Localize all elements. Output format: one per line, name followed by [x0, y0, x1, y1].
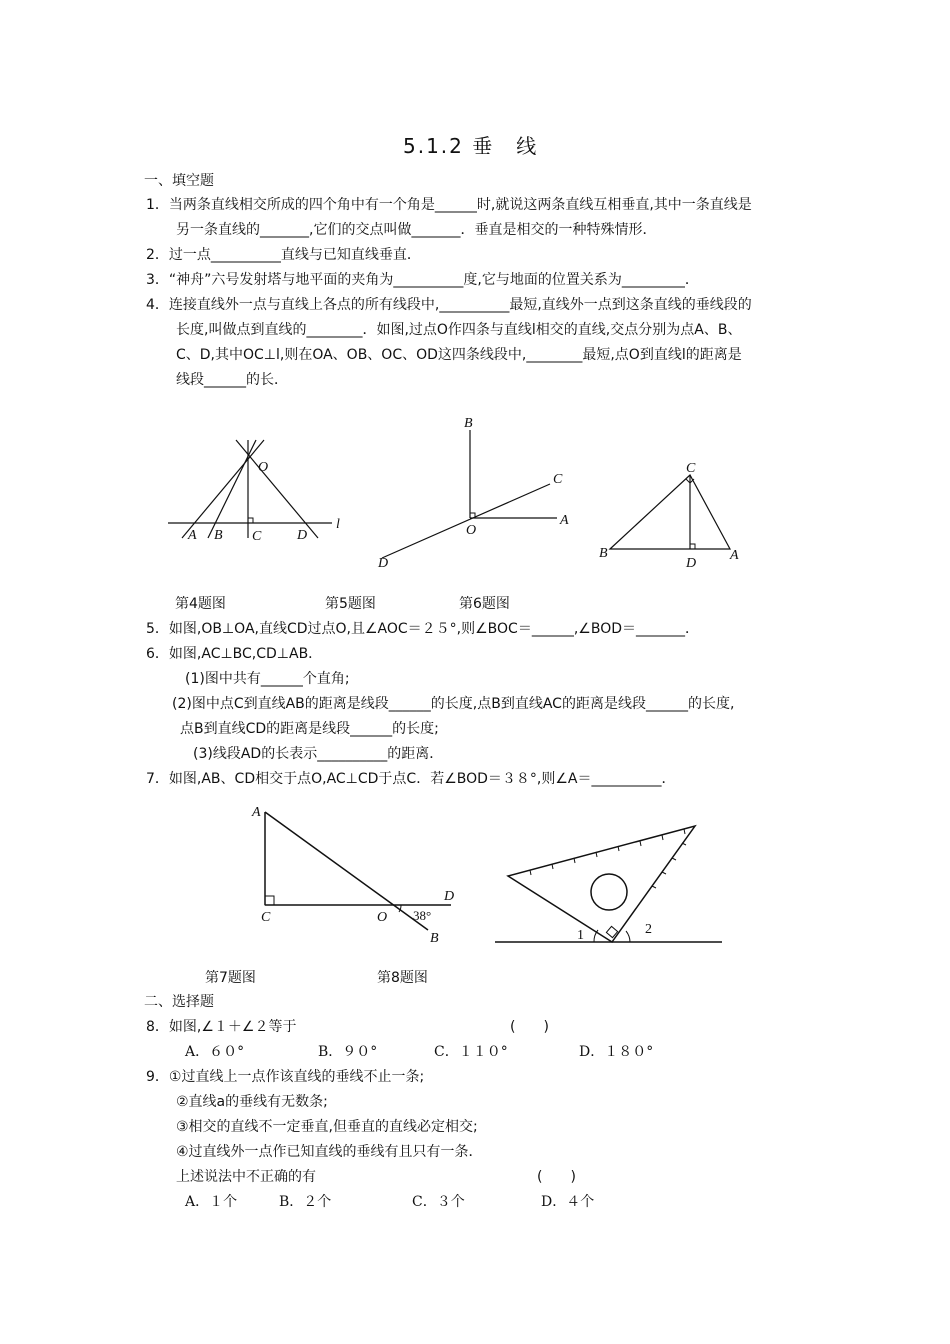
- caption-fig4: 第4题图: [175, 596, 226, 612]
- section-fill-in: 一、填空题: [144, 173, 214, 189]
- q6-part3: (3)线段AD的长表示__________的距离．: [193, 746, 444, 762]
- q7: 7．如图,AB、CD相交于点O,AC⊥CD于点C．若∠BOD＝３８°,则∠A＝__________．: [146, 771, 676, 787]
- fig8-label-2: 2: [645, 922, 652, 937]
- q4-line3: C、D,其中OC⊥l,则在OA、OB、OC、OD这四条线段中,________最短,点O到直线l的距离是: [176, 347, 742, 363]
- q8-option-d: D．１８０°: [579, 1044, 654, 1060]
- q9-option-a: A．１个: [185, 1194, 238, 1210]
- figure-5: [370, 410, 580, 574]
- q6-part2-line1: (2)图中点C到直线AB的距离是线段______的长度,点B到直线AC的距离是线段______的长度,: [172, 696, 735, 712]
- fig5-label-c: C: [553, 472, 563, 487]
- q9-option-d: D．４个: [541, 1194, 595, 1210]
- q9-paren: ( ): [537, 1169, 576, 1185]
- caption-fig7: 第7题图: [205, 970, 256, 986]
- fig4-label-a: A: [188, 528, 197, 543]
- fig4-label-b: B: [214, 528, 223, 543]
- q9-option-c: C．３个: [412, 1194, 465, 1210]
- q9-question: 上述说法中不正确的有: [176, 1169, 316, 1185]
- fig6-label-c: C: [686, 461, 696, 476]
- section-choice: 二、选择题: [144, 994, 214, 1010]
- fig6-label-a: A: [730, 548, 739, 563]
- q8-option-b: B．９０°: [318, 1044, 378, 1060]
- caption-fig5: 第5题图: [325, 596, 376, 612]
- q8-option-c: C．１１０°: [434, 1044, 508, 1060]
- caption-fig8: 第8题图: [377, 970, 428, 986]
- fig6-label-d: D: [686, 556, 697, 570]
- fig7-label-a: A: [252, 805, 261, 820]
- fig4-label-c: C: [252, 529, 262, 544]
- fig7-label-d: D: [444, 889, 455, 904]
- q9-stmt3: ③相交的直线不一定垂直,但垂直的直线必定相交;: [176, 1119, 478, 1135]
- figure-8: [490, 800, 730, 954]
- q1-line2: 另一条直线的_______,它们的交点叫做_______．垂直是相交的一种特殊情形．: [176, 222, 657, 238]
- caption-fig6: 第6题图: [459, 596, 510, 612]
- q9-stmt2: ②直线a的垂线有无数条;: [176, 1094, 328, 1110]
- q9-option-b: B．２个: [279, 1194, 332, 1210]
- fig8-label-1: 1: [577, 928, 584, 943]
- fig4-label-l: l: [336, 517, 340, 532]
- fig5-label-d: D: [378, 556, 389, 570]
- q6: 6．如图,AC⊥BC,CD⊥AB．: [146, 646, 323, 662]
- figure-6: [595, 455, 745, 574]
- q5: 5．如图,OB⊥OA,直线CD过点O,且∠AOC＝２５°,则∠BOC＝______,∠BOD＝_______．: [146, 621, 699, 637]
- q6-part2-line2: 点B到直线CD的距离是线段______的长度;: [180, 721, 439, 737]
- q4-line2: 长度,叫做点到直线的________．如图,过点O作四条与直线l相交的直线,交点分别为点A、B、: [176, 322, 742, 338]
- figure-4: [160, 430, 360, 554]
- fig4-label-o: O: [258, 460, 269, 475]
- fig5-label-o: O: [466, 523, 477, 538]
- fig4-label-d: D: [297, 528, 308, 543]
- q9-stmt1: 9．①过直线上一点作该直线的垂线不止一条;: [146, 1069, 425, 1085]
- q6-part1: (1)图中共有______个直角;: [185, 671, 350, 687]
- figure-7: [245, 798, 465, 952]
- q1-line1: 1．当两条直线相交所成的四个角中有一个角是______时,就说这两条直线互相垂直,其中一条直线是: [146, 197, 752, 213]
- q4-line1: 4．连接直线外一点与直线上各点的所有线段中,__________最短,直线外一点到这条直线的垂线段的: [146, 297, 752, 313]
- q8: 8．如图,∠１＋∠２等于: [146, 1019, 297, 1035]
- q9-stmt4: ④过直线外一点作已知直线的垂线有且只有一条．: [176, 1144, 483, 1160]
- fig7-label-o: O: [377, 910, 388, 925]
- q3: 3．“神舟”六号发射塔与地平面的夹角为__________度,它与地面的位置关系为_________．: [146, 272, 699, 288]
- fig5-label-b: B: [464, 416, 473, 431]
- q8-paren: ( ): [510, 1019, 549, 1035]
- fig7-label-b: B: [430, 931, 439, 946]
- page-title: 5.1.2 垂 线: [403, 134, 539, 158]
- q8-option-a: A．６０°: [185, 1044, 245, 1060]
- fig7-angle-label: 38°: [413, 908, 432, 923]
- q2: 2．过一点__________直线与已知直线垂直．: [146, 247, 421, 263]
- fig6-label-b: B: [599, 546, 608, 561]
- q4-line4: 线段______的长．: [176, 372, 288, 388]
- fig5-label-a: A: [560, 513, 569, 528]
- fig7-label-c: C: [261, 910, 271, 925]
